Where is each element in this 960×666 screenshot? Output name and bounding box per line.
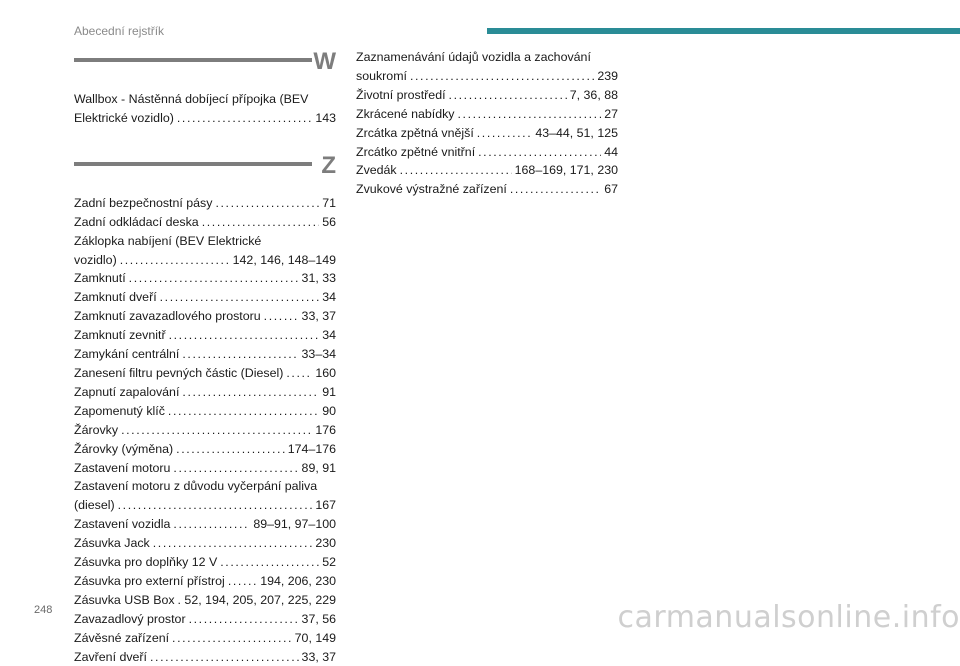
- index-entry-pages: 33, 37: [301, 649, 336, 664]
- section-letter: W: [313, 48, 336, 75]
- index-entry-pages: 37, 56: [301, 611, 336, 626]
- index-entry-pages: 176: [315, 422, 336, 437]
- index-column-left: [74, 48, 336, 666]
- dot-leader: [176, 440, 285, 459]
- index-entry: [356, 48, 618, 86]
- index-entry: [74, 610, 336, 629]
- index-entry-term: Zastavení vozidla: [74, 517, 171, 532]
- index-entry-term: Zamknutí dveří: [74, 290, 157, 305]
- index-entry: [356, 105, 618, 124]
- index-entry-term: Životní prostředí: [356, 87, 446, 102]
- index-entry-pages: 70, 149: [294, 630, 336, 645]
- dot-leader: [458, 105, 602, 124]
- index-entry-row: [356, 180, 618, 199]
- dot-leader: [189, 610, 299, 629]
- index-entry-row: [74, 288, 336, 307]
- index-entry-term-line: Zastavení motoru z důvodu vyčerpání paliva: [74, 479, 318, 494]
- section-heading: [74, 48, 336, 84]
- index-entry: [74, 477, 336, 515]
- index-entry-term: soukromí: [356, 68, 407, 83]
- index-entry-term: Zapnutí zapalování: [74, 384, 180, 399]
- index-entry-row: [74, 194, 336, 213]
- index-entry: [74, 421, 336, 440]
- section-spacer: [74, 128, 336, 152]
- index-entry-row: [74, 440, 336, 459]
- index-entry: [74, 515, 336, 534]
- index-entry: [356, 161, 618, 180]
- dot-leader: [228, 572, 257, 591]
- index-entry-pages: 7, 36, 88: [569, 87, 618, 102]
- index-entry: [74, 213, 336, 232]
- index-entry: [74, 591, 336, 610]
- index-entry-row: [356, 67, 618, 86]
- dot-leader: [478, 143, 601, 162]
- index-entry-pages: 52: [322, 555, 336, 570]
- index-entry: [74, 534, 336, 553]
- index-entry-pages: 33–34: [301, 347, 336, 362]
- accent-bar: [487, 28, 960, 34]
- index-entry: [74, 307, 336, 326]
- index-entry-term: Zásuvka pro externí přístroj: [74, 573, 225, 588]
- dot-leader: [400, 161, 512, 180]
- index-entry-pages: 143: [315, 110, 336, 125]
- index-entry: [356, 143, 618, 162]
- index-entry: [74, 383, 336, 402]
- dot-leader: [286, 364, 312, 383]
- index-entry: [74, 345, 336, 364]
- index-entry: [356, 86, 618, 105]
- index-entry-term: Zásuvka pro doplňky 12 V: [74, 555, 218, 570]
- dot-leader: [121, 421, 312, 440]
- index-entry-pages: 34: [322, 328, 336, 343]
- index-entry-row: [74, 213, 336, 232]
- index-entry-term-line: Zaznamenávání údajů vozidla a zachování: [356, 50, 591, 64]
- index-entry-pages: 90: [322, 403, 336, 418]
- section-heading: [74, 152, 336, 188]
- index-entry-row: [74, 402, 336, 421]
- index-entry-row: [74, 364, 336, 383]
- index-entry-row: [74, 269, 336, 288]
- index-entry-pages: 56: [322, 214, 336, 229]
- index-entry-term: Zadní odkládací deska: [74, 214, 199, 229]
- dot-leader: [182, 383, 319, 402]
- index-entry-term: Žárovky: [74, 422, 119, 437]
- index-entry-term: Zamknutí zavazadlového prostoru: [74, 309, 261, 324]
- index-entry: [74, 288, 336, 307]
- dot-leader: [410, 67, 594, 86]
- index-entry: [74, 459, 336, 478]
- index-entry-pages: 89–91, 97–100: [253, 517, 336, 532]
- index-entry-pages: 194, 206, 230: [260, 573, 336, 588]
- index-entry-term: Zrcátka zpětná vnější: [356, 125, 474, 140]
- index-entry-term-line: Záklopka nabíjení (BEV Elektrické: [74, 233, 262, 248]
- index-entry-term: Zamknutí zevnitř: [74, 328, 166, 343]
- index-entry-term: Žárovky (výměna): [74, 441, 174, 456]
- section-rule: [74, 58, 312, 62]
- index-entry-row: [356, 161, 618, 180]
- dot-leader: [477, 124, 533, 143]
- dot-leader: [264, 307, 299, 326]
- index-entry-pages: 160: [315, 365, 336, 380]
- index-entry-pages: 167: [315, 498, 336, 513]
- index-entry-row: [356, 105, 618, 124]
- index-entry-row: [74, 534, 336, 553]
- index-entry: [74, 440, 336, 459]
- index-entry-term: Zamknutí: [74, 271, 126, 286]
- dot-leader: [173, 515, 250, 534]
- section-letter: Z: [321, 151, 336, 179]
- index-entry-pages: 230: [315, 536, 336, 551]
- dot-leader: [169, 326, 320, 345]
- dot-leader: [215, 194, 319, 213]
- index-column-right: [356, 48, 618, 199]
- index-entry: [74, 553, 336, 572]
- dot-leader: [160, 288, 320, 307]
- dot-leader: [172, 629, 292, 648]
- watermark: carmanualsonline.info: [617, 600, 960, 635]
- dot-leader: [449, 86, 567, 105]
- index-entry: [356, 180, 618, 199]
- index-entry-pages: 27: [604, 106, 618, 121]
- index-entry-term: Zamykání centrální: [74, 347, 180, 362]
- index-entry-row: [74, 610, 336, 629]
- index-entry-term: Zavazadlový prostor: [74, 611, 186, 626]
- index-entry: [74, 402, 336, 421]
- section-header-label: Abecední rejstřík: [74, 24, 165, 38]
- index-entry-pages: 89, 91: [301, 460, 336, 475]
- page-number: 248: [34, 604, 53, 616]
- dot-leader: [150, 648, 299, 666]
- index-entry-term: Zrcátko zpětné vnitřní: [356, 144, 476, 159]
- index-entry: [356, 124, 618, 143]
- dot-leader: [120, 251, 230, 270]
- index-entry-term: Zásuvka Jack: [74, 536, 150, 551]
- index-entry-row: [356, 124, 618, 143]
- index-entry-term: Zvukové výstražné zařízení: [356, 182, 507, 197]
- index-entry: [74, 629, 336, 648]
- index-entry-term: Elektrické vozidlo): [74, 110, 174, 125]
- dot-leader: [202, 213, 320, 232]
- index-entry-row: [356, 143, 618, 162]
- index-entry-pages: 31, 33: [301, 271, 336, 286]
- index-entry: [74, 232, 336, 270]
- index-entry: [74, 648, 336, 666]
- index-entry: [74, 90, 336, 128]
- index-entry-pages: 34: [322, 290, 336, 305]
- index-entry-pages: 67: [604, 182, 618, 197]
- index-entry-pages: 71: [322, 195, 336, 210]
- index-entry: [74, 572, 336, 591]
- index-entry-term: Zásuvka USB Box: [74, 592, 175, 607]
- dot-leader: [173, 459, 298, 478]
- dot-leader: [118, 496, 313, 515]
- index-entry-pages: 142, 146, 148–149: [232, 252, 336, 267]
- index-entry-row: [74, 553, 336, 572]
- index-entry-term: Zadní bezpečnostní pásy: [74, 195, 213, 210]
- index-entry: [74, 326, 336, 345]
- index-entry: [74, 364, 336, 383]
- index-entry-term: Zkrácené nabídky: [356, 106, 455, 121]
- index-entry: [74, 194, 336, 213]
- index-entry-row: [74, 109, 336, 128]
- index-entry-pages: 91: [322, 384, 336, 399]
- index-entry-row: [74, 496, 336, 515]
- index-entry-row: [74, 648, 336, 666]
- index-entry-term: Zastavení motoru: [74, 460, 171, 475]
- dot-leader: [510, 180, 601, 199]
- index-entry-row: [74, 572, 336, 591]
- section-rule: [74, 162, 312, 166]
- dot-leader: [129, 269, 299, 288]
- index-entry-row: [74, 345, 336, 364]
- dot-leader: [168, 402, 319, 421]
- index-entry-pages: 33, 37: [301, 309, 336, 324]
- index-entry-row: [74, 459, 336, 478]
- index-entry-row: [74, 591, 336, 610]
- index-entry-row: [74, 326, 336, 345]
- index-entry-pages: 44: [604, 144, 618, 159]
- index-entry-row: [356, 86, 618, 105]
- index-entry-pages: 168–169, 171, 230: [514, 163, 618, 178]
- index-entry-pages: 239: [597, 68, 618, 83]
- index-entry-row: [74, 383, 336, 402]
- index-entry-term: Zanesení filtru pevných částic (Diesel): [74, 365, 284, 380]
- index-entry-term-line: Wallbox - Nástěnná dobíjecí přípojka (BEV: [74, 92, 309, 106]
- index-entry-row: [74, 307, 336, 326]
- index-entry-term: Závěsné zařízení: [74, 630, 170, 645]
- dot-leader: [177, 109, 312, 128]
- dot-leader: [153, 534, 313, 553]
- index-entry-term: Zvedák: [356, 163, 397, 178]
- index-entry-pages: 43–44, 51, 125: [535, 125, 618, 140]
- index-entry: [74, 269, 336, 288]
- index-entry-pages: 52, 194, 205, 207, 225, 229: [184, 592, 336, 607]
- index-entry-term: Zavření dveří: [74, 649, 147, 664]
- index-entry-pages: 174–176: [287, 441, 336, 456]
- dot-leader: [220, 553, 319, 572]
- dot-leader: [178, 591, 182, 610]
- index-entry-row: [74, 515, 336, 534]
- dot-leader: [182, 345, 298, 364]
- index-entry-term: (diesel): [74, 498, 115, 513]
- index-entry-row: [74, 251, 336, 270]
- index-entry-row: [74, 629, 336, 648]
- index-entry-term: Zapomenutý klíč: [74, 403, 165, 418]
- index-entry-row: [74, 421, 336, 440]
- index-entry-term: vozidlo): [74, 252, 117, 267]
